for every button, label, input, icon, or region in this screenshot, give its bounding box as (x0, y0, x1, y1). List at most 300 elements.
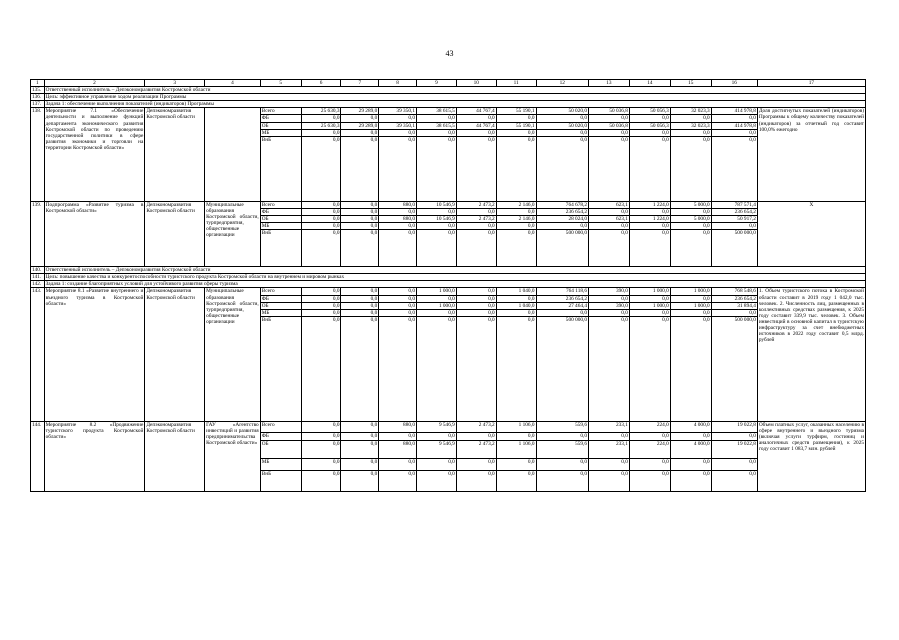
amount-cell: 0,0 (301, 215, 341, 222)
amount-cell: 0,0 (536, 470, 588, 491)
amount-cell: 0,0 (379, 309, 417, 316)
amount-cell: 623,1 (588, 215, 629, 222)
amount-cell: 2 473,2 (456, 201, 496, 208)
amount-cell: 44 767,4 (456, 122, 496, 129)
amount-cell: 25 630,3 (301, 108, 341, 115)
amount-cell: 0,0 (456, 432, 496, 440)
amount-cell: 0,0 (629, 223, 670, 230)
table-row (31, 201, 866, 208)
amount-cell: 0,0 (379, 129, 417, 136)
amount-cell: 500 000,0 (536, 316, 588, 421)
amount-cell: 4 000,0 (670, 440, 711, 458)
amount-cell: 0,0 (379, 302, 417, 309)
funding-source: ФБ (260, 432, 301, 440)
section-text: Задача 1: создание благоприятных условий для устойчивого развития сферы туризма (44, 281, 865, 288)
executor: Депэкономразвития Костромской области (145, 108, 205, 201)
amount-cell: 0,0 (416, 223, 456, 230)
amount-cell: 31 894,4 (711, 302, 757, 309)
amount-cell: 236 654,2 (711, 208, 757, 215)
executor: Депэкономразвития Костромской области (145, 201, 205, 266)
amount-cell: 0,0 (588, 115, 629, 122)
amount-cell: 1 000,0 (670, 302, 711, 309)
amount-cell: 0,0 (711, 136, 757, 201)
amount-cell: 0,0 (496, 208, 536, 215)
amount-cell: 0,0 (301, 230, 341, 267)
amount-cell: 0,0 (536, 223, 588, 230)
table-row (31, 288, 866, 295)
amount-cell: 0,0 (456, 309, 496, 316)
amount-cell: 0,0 (379, 230, 417, 267)
column-number: 17 (757, 80, 865, 87)
amount-cell: 0,0 (711, 470, 757, 491)
amount-cell: 0,0 (670, 230, 711, 267)
row-number: 137. (31, 101, 45, 108)
amount-cell: 9 546,9 (416, 440, 456, 458)
amount-cell: 390,0 (588, 288, 629, 295)
column-number: 14 (629, 80, 670, 87)
amount-cell: 0,0 (379, 115, 417, 122)
amount-cell: 1 106,0 (496, 421, 536, 432)
executor: Депэкономразвития Костромской области (145, 288, 205, 421)
column-number: 4 (205, 80, 261, 87)
expected-result: 1. Объем туристского потока в Костромской области составит в 2019 году 1 042,0 тыс. человек. 2. Численность лиц, размещенных в коллективных средствах размещения, к 2025 году составит 339,9 тыс. человек. 3. Объем инвестиций в основной капитал в туристскую инфраструктуру за счет внебюджетных источников в 2022 году составит 0,5 млрд. рублей (757, 288, 865, 421)
funding-source: Всего (260, 421, 301, 432)
amount-cell: 0,0 (341, 309, 379, 316)
section-text: Ответственный исполнитель – Депэкономразвития Костромской области (44, 267, 865, 274)
amount-cell: 0,0 (341, 440, 379, 458)
amount-cell: 0,0 (416, 309, 456, 316)
amount-cell: 0,0 (341, 316, 379, 421)
amount-cell: 233,1 (588, 440, 629, 458)
amount-cell: 0,0 (301, 316, 341, 421)
amount-cell: 0,0 (301, 421, 341, 432)
amount-cell: 0,0 (416, 115, 456, 122)
amount-cell: 0,0 (379, 136, 417, 201)
amount-cell: 0,0 (629, 309, 670, 316)
amount-cell: 0,0 (301, 115, 341, 122)
expected-result: Доля достигнутых показателей (индикаторов) Программы к общему количеству показателей (индикаторов) за отчетный год составит 100,0% ежегодно (757, 108, 865, 201)
executor: Депэкономразвития Костромской области (145, 421, 205, 491)
amount-cell: 414 978,8 (711, 108, 757, 115)
amount-cell: 50 056,3 (629, 108, 670, 115)
funding-source: ФБ (260, 295, 301, 302)
amount-cell: 0,0 (301, 295, 341, 302)
amount-cell: 0,0 (588, 223, 629, 230)
amount-cell: 0,0 (456, 136, 496, 201)
amount-cell: 0,0 (629, 136, 670, 201)
amount-cell: 0,0 (456, 295, 496, 302)
amount-cell: 29 289,0 (341, 108, 379, 115)
amount-cell: 0,0 (588, 295, 629, 302)
amount-cell: 0,0 (711, 309, 757, 316)
amount-cell: 0,0 (341, 208, 379, 215)
row-number: 141. (31, 274, 45, 281)
amount-cell: 0,0 (629, 230, 670, 267)
funding-source: МБ (260, 129, 301, 136)
amount-cell: 0,0 (711, 458, 757, 470)
amount-cell: 0,0 (536, 129, 588, 136)
amount-cell: 0,0 (456, 316, 496, 421)
amount-cell: 0,0 (379, 208, 417, 215)
amount-cell: 0,0 (670, 316, 711, 421)
amount-cell: 0,0 (670, 470, 711, 491)
amount-cell: 1 224,0 (629, 201, 670, 208)
column-number: 3 (145, 80, 205, 87)
amount-cell: 19 022,8 (711, 440, 757, 458)
amount-cell: 0,0 (379, 458, 417, 470)
amount-cell: 880,0 (379, 440, 417, 458)
amount-cell: 0,0 (711, 115, 757, 122)
amount-cell: 500 000,0 (711, 230, 757, 267)
amount-cell: 0,0 (496, 136, 536, 201)
amount-cell: 5 000,0 (670, 215, 711, 222)
amount-cell: 500 000,0 (711, 316, 757, 421)
amount-cell: 1 224,0 (629, 215, 670, 222)
amount-cell: 0,0 (588, 136, 629, 201)
amount-cell: 0,0 (341, 230, 379, 267)
amount-cell: 55 190,1 (496, 122, 536, 129)
row-number: 135. (31, 87, 45, 94)
amount-cell: 0,0 (301, 309, 341, 316)
recipient: Муниципальные образования Костромской области, турпредприятия, общественные организации (205, 288, 261, 421)
measure-name: Мероприятие 7.1 «Обеспечение деятельности и выполнение функций департамента экономического развития Костромской области по проведению государственной политики в сфере развития экономики и торговли на территории Костромской области» (44, 108, 145, 201)
column-number: 7 (341, 80, 379, 87)
amount-cell: 0,0 (416, 470, 456, 491)
row-number: 142. (31, 281, 45, 288)
column-number: 10 (456, 80, 496, 87)
amount-cell: 19 022,8 (711, 421, 757, 432)
amount-cell: 0,0 (341, 136, 379, 201)
amount-cell: 0,0 (670, 309, 711, 316)
amount-cell: 0,0 (711, 129, 757, 136)
funding-source: ВнБ (260, 470, 301, 491)
section-text: Цель: эффективное управление ходом реализации Программы (44, 94, 865, 101)
amount-cell: 1 040,0 (496, 288, 536, 295)
recipient (205, 108, 261, 201)
amount-cell: 0,0 (496, 309, 536, 316)
column-number: 15 (670, 80, 711, 87)
amount-cell: 39 350,1 (379, 122, 417, 129)
amount-cell: 0,0 (536, 136, 588, 201)
amount-cell: 880,0 (379, 201, 417, 208)
amount-cell: 0,0 (496, 316, 536, 421)
amount-cell: 0,0 (629, 208, 670, 215)
funding-source: ВнБ (260, 230, 301, 267)
amount-cell: 0,0 (341, 295, 379, 302)
amount-cell: 0,0 (301, 458, 341, 470)
program-table (30, 79, 866, 492)
row-number: 140. (31, 267, 45, 274)
amount-cell: 0,0 (379, 295, 417, 302)
amount-cell: 0,0 (416, 230, 456, 267)
amount-cell: 0,0 (456, 288, 496, 295)
amount-cell: 0,0 (629, 458, 670, 470)
amount-cell: 0,0 (456, 458, 496, 470)
column-number: 16 (711, 80, 757, 87)
amount-cell: 0,0 (496, 432, 536, 440)
amount-cell: 1 000,0 (629, 302, 670, 309)
section-row (31, 281, 866, 288)
amount-cell: 50 056,3 (629, 122, 670, 129)
amount-cell: 0,0 (416, 295, 456, 302)
amount-cell: 25 630,3 (301, 122, 341, 129)
measure-name: Мероприятие 8.2 «Продвижение туристского продукта Костромской области» (44, 421, 145, 491)
amount-cell: 0,0 (456, 230, 496, 267)
recipient: ГАУ «Агентство инвестиций и развития предпринимательства Костромской области» (205, 421, 261, 491)
amount-cell: 0,0 (536, 115, 588, 122)
amount-cell: 10 546,9 (416, 201, 456, 208)
amount-cell: 2 146,0 (496, 201, 536, 208)
amount-cell: 50 036,8 (588, 108, 629, 115)
amount-cell: 0,0 (496, 295, 536, 302)
amount-cell: 0,0 (379, 470, 417, 491)
amount-cell: 1 000,0 (416, 302, 456, 309)
amount-cell: 768 548,6 (711, 288, 757, 295)
amount-cell: 0,0 (301, 302, 341, 309)
column-number: 6 (301, 80, 341, 87)
column-number: 9 (416, 80, 456, 87)
amount-cell: 0,0 (416, 136, 456, 201)
expected-result: Объем платных услуг, оказанных населению в сфере внутреннего и въездного туризма (включая услуги турфирм, гостиниц и аналогичных средств размещения), к 2025 году составит 1 083,7 млн. рублей (757, 421, 865, 491)
amount-cell: 236 654,2 (536, 208, 588, 215)
amount-cell: 764 118,6 (536, 288, 588, 295)
amount-cell: 0,0 (629, 295, 670, 302)
amount-cell: 500 000,0 (536, 230, 588, 267)
amount-cell: 1 000,0 (670, 288, 711, 295)
amount-cell: 0,0 (301, 208, 341, 215)
funding-source: ФБ (260, 115, 301, 122)
amount-cell: 0,0 (341, 223, 379, 230)
amount-cell: 1 000,0 (416, 288, 456, 295)
amount-cell: 0,0 (588, 309, 629, 316)
column-number: 8 (379, 80, 417, 87)
amount-cell: 0,0 (301, 440, 341, 458)
row-number: 144. (31, 421, 45, 491)
amount-cell: 0,0 (341, 421, 379, 432)
amount-cell: 233,1 (588, 421, 629, 432)
amount-cell: 0,0 (588, 458, 629, 470)
row-number: 138. (31, 108, 45, 201)
amount-cell: 0,0 (711, 432, 757, 440)
amount-cell: 29 289,0 (341, 122, 379, 129)
amount-cell: 0,0 (536, 309, 588, 316)
column-number: 5 (260, 80, 301, 87)
section-text: Задача 1: обеспечение выполнения показателей (индикаторов) Программы (44, 101, 865, 108)
amount-cell: 0,0 (496, 115, 536, 122)
section-row (31, 87, 866, 94)
amount-cell: 0,0 (629, 470, 670, 491)
amount-cell: 2 473,2 (456, 215, 496, 222)
amount-cell: 28 024,0 (536, 215, 588, 222)
amount-cell: 9 546,9 (416, 421, 456, 432)
amount-cell: 0,0 (456, 129, 496, 136)
amount-cell: 0,0 (456, 470, 496, 491)
recipient: Муниципальные образования Костромской области, турпредприятия, общественные организации (205, 201, 261, 266)
section-row (31, 267, 866, 274)
funding-source: ОБ (260, 122, 301, 129)
section-row (31, 94, 866, 101)
amount-cell: 0,0 (301, 136, 341, 201)
amount-cell: 0,0 (301, 201, 341, 208)
amount-cell: 0,0 (416, 129, 456, 136)
page-number: 43 (445, 49, 454, 58)
amount-cell: 5 000,0 (670, 201, 711, 208)
amount-cell: 44 767,4 (456, 108, 496, 115)
amount-cell: 0,0 (536, 458, 588, 470)
amount-cell: 414 978,8 (711, 122, 757, 129)
row-number: 143. (31, 288, 45, 421)
amount-cell: 764 678,2 (536, 201, 588, 208)
amount-cell: 0,0 (670, 458, 711, 470)
amount-cell: 390,0 (588, 302, 629, 309)
section-text: Ответственный исполнитель – Депэкономразвития Костромской области (44, 87, 865, 94)
column-number: 13 (588, 80, 629, 87)
amount-cell: 787 571,4 (711, 201, 757, 208)
amount-cell: 1 106,0 (496, 440, 536, 458)
amount-cell: 0,0 (341, 432, 379, 440)
header-row (31, 80, 866, 87)
column-number: 1 (31, 80, 45, 87)
amount-cell: 10 546,9 (416, 215, 456, 222)
amount-cell: 0,0 (670, 115, 711, 122)
amount-cell: 0,0 (496, 223, 536, 230)
amount-cell: 32 023,3 (670, 108, 711, 115)
amount-cell: 0,0 (588, 432, 629, 440)
amount-cell: 0,0 (670, 223, 711, 230)
funding-source: МБ (260, 223, 301, 230)
measure-name: Подпрограмма «Развитие туризма в Костромской области» (44, 201, 145, 266)
amount-cell: 0,0 (379, 288, 417, 295)
amount-cell: 0,0 (588, 129, 629, 136)
section-row (31, 274, 866, 281)
amount-cell: 0,0 (629, 432, 670, 440)
funding-source: МБ (260, 309, 301, 316)
expected-result: Х (757, 201, 865, 266)
amount-cell: 0,0 (341, 288, 379, 295)
amount-cell: 0,0 (496, 230, 536, 267)
column-number: 12 (536, 80, 588, 87)
amount-cell: 0,0 (670, 129, 711, 136)
amount-cell: 236 654,2 (536, 295, 588, 302)
amount-cell: 50 917,2 (711, 215, 757, 222)
funding-source: ВнБ (260, 136, 301, 201)
section-text: Цель: повышение качества и конкурентоспособности туристского продукта Костромской области на внутреннем и мировом рынках (44, 274, 865, 281)
amount-cell: 32 023,3 (670, 122, 711, 129)
amount-cell: 0,0 (588, 208, 629, 215)
amount-cell: 0,0 (341, 215, 379, 222)
amount-cell: 27 464,4 (536, 302, 588, 309)
amount-cell: 0,0 (670, 136, 711, 201)
amount-cell: 224,0 (629, 421, 670, 432)
amount-cell: 0,0 (629, 115, 670, 122)
amount-cell: 0,0 (536, 432, 588, 440)
measure-name: Мероприятие 8.1 «Развитие внутреннего и въездного туризма в Костромской области» (44, 288, 145, 421)
amount-cell: 0,0 (456, 302, 496, 309)
amount-cell: 0,0 (341, 458, 379, 470)
amount-cell: 0,0 (416, 208, 456, 215)
amount-cell: 0,0 (670, 432, 711, 440)
amount-cell: 50 020,0 (536, 122, 588, 129)
amount-cell: 2 473,2 (456, 440, 496, 458)
amount-cell: 0,0 (711, 223, 757, 230)
amount-cell: 0,0 (301, 129, 341, 136)
amount-cell: 0,0 (341, 470, 379, 491)
amount-cell: 0,0 (341, 129, 379, 136)
amount-cell: 38 615,5 (416, 108, 456, 115)
amount-cell: 623,1 (588, 201, 629, 208)
funding-source: ФБ (260, 208, 301, 215)
funding-source: ОБ (260, 440, 301, 458)
funding-source: Всего (260, 288, 301, 295)
funding-source: МБ (260, 458, 301, 470)
amount-cell: 880,0 (379, 421, 417, 432)
amount-cell: 2 473,2 (456, 421, 496, 432)
column-number: 11 (496, 80, 536, 87)
amount-cell: 0,0 (301, 288, 341, 295)
amount-cell: 0,0 (379, 223, 417, 230)
amount-cell: 0,0 (301, 223, 341, 230)
funding-source: ОБ (260, 215, 301, 222)
amount-cell: 0,0 (588, 230, 629, 267)
amount-cell: 0,0 (629, 129, 670, 136)
amount-cell: 0,0 (588, 470, 629, 491)
funding-source: Всего (260, 201, 301, 208)
amount-cell: 0,0 (496, 458, 536, 470)
amount-cell: 0,0 (379, 316, 417, 421)
amount-cell: 2 146,0 (496, 215, 536, 222)
amount-cell: 880,0 (379, 215, 417, 222)
amount-cell: 39 350,1 (379, 108, 417, 115)
amount-cell: 236 654,2 (711, 295, 757, 302)
funding-source: ОБ (260, 302, 301, 309)
amount-cell: 4 000,0 (670, 421, 711, 432)
funding-source: ВнБ (260, 316, 301, 421)
row-number: 136. (31, 94, 45, 101)
table-row (31, 108, 866, 115)
amount-cell: 0,0 (301, 470, 341, 491)
amount-cell: 1 040,0 (496, 302, 536, 309)
amount-cell: 0,0 (416, 432, 456, 440)
amount-cell: 0,0 (341, 201, 379, 208)
amount-cell: 55 190,1 (496, 108, 536, 115)
amount-cell: 0,0 (379, 432, 417, 440)
amount-cell: 0,0 (456, 208, 496, 215)
row-number: 139. (31, 201, 45, 266)
amount-cell: 0,0 (456, 115, 496, 122)
section-row (31, 101, 866, 108)
amount-cell: 0,0 (456, 223, 496, 230)
amount-cell: 1 000,0 (629, 288, 670, 295)
amount-cell: 0,0 (670, 295, 711, 302)
amount-cell: 559,6 (536, 421, 588, 432)
amount-cell: 0,0 (496, 129, 536, 136)
amount-cell: 50 020,0 (536, 108, 588, 115)
amount-cell: 0,0 (341, 115, 379, 122)
amount-cell: 224,0 (629, 440, 670, 458)
amount-cell: 50 036,8 (588, 122, 629, 129)
amount-cell: 559,6 (536, 440, 588, 458)
funding-source: Всего (260, 108, 301, 115)
amount-cell: 0,0 (670, 208, 711, 215)
amount-cell: 0,0 (416, 458, 456, 470)
amount-cell: 0,0 (416, 316, 456, 421)
amount-cell: 0,0 (496, 470, 536, 491)
amount-cell: 0,0 (629, 316, 670, 421)
amount-cell: 38 615,5 (416, 122, 456, 129)
amount-cell: 0,0 (588, 316, 629, 421)
amount-cell: 0,0 (341, 302, 379, 309)
amount-cell: 0,0 (301, 432, 341, 440)
